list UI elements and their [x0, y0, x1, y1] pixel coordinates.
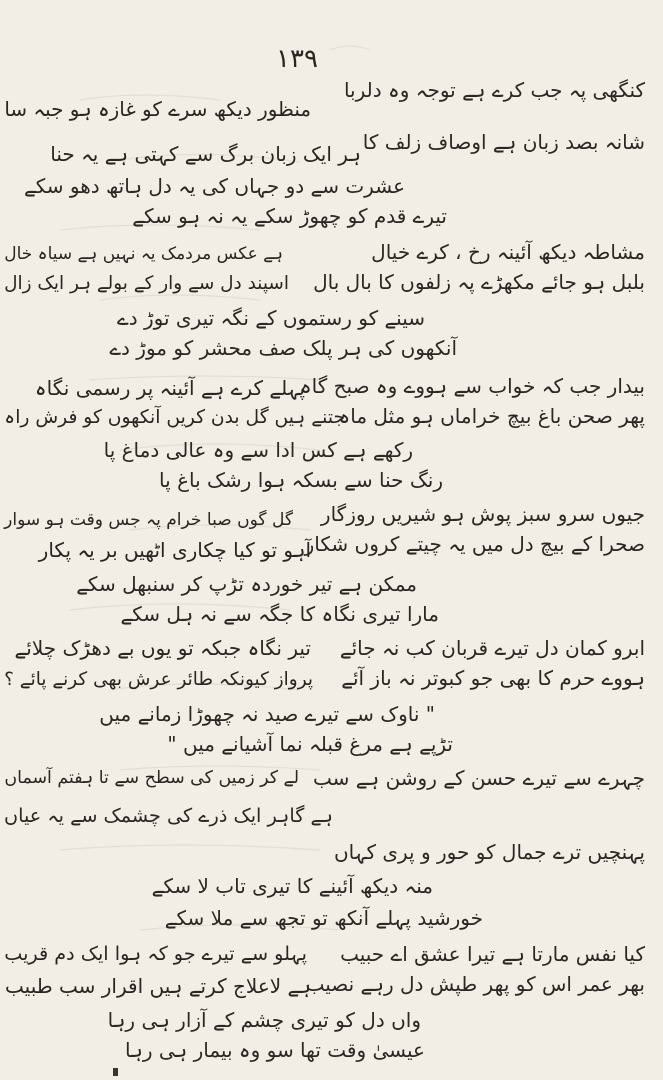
verse-line: بلبل ہو جائے مکھڑے پہ زلفوں کا بال بال — [313, 270, 645, 294]
verse-line: تیر نگاہ جبکہ تو یوں بے دھڑک چلائے — [14, 636, 311, 660]
verse-line: ابرو کمان دل تیرے قربان کب نہ جائے — [339, 636, 645, 660]
page-number: ۱۳۹ — [276, 44, 318, 74]
verse-line: آہو تو کیا چکاری اٹھیں بر یہ پکار — [38, 538, 311, 562]
verse-line: ہے عکس مردمک یہ نہیں ہے سیاہ خال — [4, 244, 283, 264]
verse-line: پہنچیں ترے جمال کو حور و پری کہاں — [333, 840, 645, 864]
verse-line: پہلے کرے ہے آئینہ پر رسمی نگاہ — [34, 376, 305, 400]
verse-line: اسپند دل سے وار کے بولے ہر ایک زال — [4, 273, 289, 294]
verse-refrain: رنگ حنا سے بسکہ ہوا رشک باغ پا — [159, 468, 443, 492]
verse-line: پرواز کیونکہ طائر عرش بھی کرنے پائے ؟ — [4, 669, 313, 690]
print-mark — [113, 1068, 118, 1076]
verse-refrain: " ناوک سے تیرے صید نہ چھوڑا زمانے میں — [99, 702, 435, 726]
verse-line: ہووے حرم کا بھی جو کبوتر نہ باز آئے — [341, 666, 645, 690]
verse-line: ہر ایک زبان برگ سے کہتی ہے یہ حنا — [50, 142, 361, 166]
verse-line: بھر عمر اس کو پھر طپش دل رہے نصیب — [305, 972, 645, 996]
verse-line: پھر صحن باغ بیچ خراماں ہو مثل ماہ — [338, 404, 645, 428]
verse-line: گل گوں صبا خرام پہ جس وقت ہو سوار — [4, 510, 293, 530]
verse-line: ہے گاہر ایک ذرے کی چشمک سے یہ عیاں — [4, 804, 333, 827]
verse-refrain: عیسیٰ وقت تھا سو وہ بیمار ہی رہا — [125, 1038, 425, 1062]
verse-line: کنگھی پہ جب کرے ہے توجہ وہ دلربا — [343, 78, 645, 102]
verse-line: جیوں سرو سبز پوش ہو شیریں روزگار — [320, 502, 645, 526]
verse-line: پہلو سے تیرے جو کہ ہوا ایک دم قریب — [4, 942, 307, 965]
verse-line: صحرا کے بیچ دل میں یہ چیتے کروں شکار — [304, 532, 645, 556]
verse-refrain: ممکن ہے تیر خوردہ تڑپ کر سنبھل سکے — [76, 572, 417, 596]
verse-refrain: رکھے ہے کس ادا سے وہ عالی دماغ پا — [103, 438, 413, 462]
verse-refrain: سینے کو رستموں کے نگہ تیری توڑ دے — [117, 306, 425, 330]
verse-line: کیا نفس مارتا ہے تیرا عشق اے حبیب — [340, 942, 645, 966]
verse-line: مشاطہ دیکھ آئینہ رخ ، کرے خیال — [371, 240, 645, 264]
verse-line: چہرے سے تیرے حسن کے روشن ہے سب — [313, 766, 645, 790]
verse-refrain: مارا تیری نگاہ کا جگہ سے نہ ہل سکے — [120, 602, 439, 626]
verse-refrain: منہ دیکھ آئینے کا تیری تاب لا سکے — [151, 874, 433, 898]
verse-refrain: واں دل کو تیری چشم کے آزار ہی رہا — [107, 1008, 421, 1032]
verse-line: ہے لاعلاج کرتے ہیں اقرار سب طبیب — [5, 974, 311, 998]
verse-refrain: تڑپے ہے مرغ قبلہ نما آشیانے میں " — [167, 732, 453, 756]
verse-line: شانہ بصد زبان ہے اوصاف زلف کا — [362, 130, 645, 154]
verse-refrain: آنکھوں کی ہر پلک صف محشر کو موڑ دے — [109, 336, 457, 360]
verse-line: جتنے ہیں گل بدن کریں آنکھوں کو فرش راہ — [4, 407, 345, 428]
verse-refrain: تیرے قدم کو چھوڑ سکے یہ نہ ہو سکے — [132, 204, 447, 228]
verse-refrain: عشرت سے دو جہاں کی یہ دل ہاتھ دھو سکے — [24, 174, 405, 198]
verse-refrain: خورشید پہلے آنکھ تو تجھ سے ملا سکے — [164, 906, 483, 930]
verse-line: لے کر زمیں کی سطح سے تا ہفتم آسماں — [4, 768, 299, 788]
verse-line: منظور دیکھ سرے کو غازہ ہو جبہ سا — [4, 98, 311, 121]
verse-line: بیدار جب کہ خواب سے ہووے وہ صبح گاہ — [299, 374, 645, 398]
